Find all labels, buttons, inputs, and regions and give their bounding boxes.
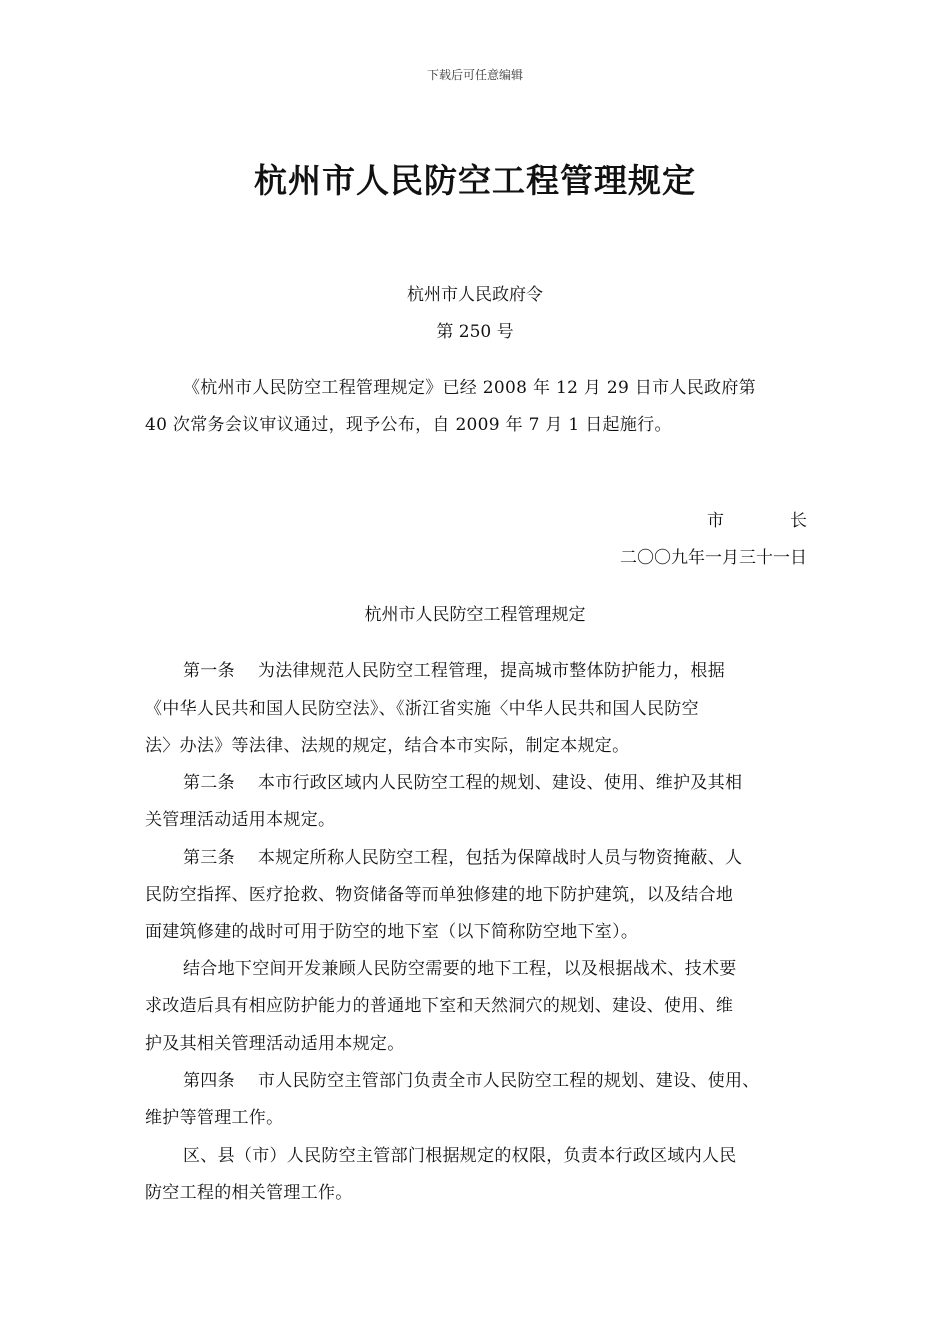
order-number: 第 250 号: [436, 322, 514, 342]
signature-date: 二〇〇九年一月三十一日: [620, 548, 807, 568]
body-line: 区、县（市）人民防空主管部门根据规定的权限，负责本行政区域内人民: [183, 1146, 737, 1166]
preamble-line-2: 40 次常务会议审议通过，现予公布，自 2009 年 7 月 1 日起施行。: [145, 415, 672, 435]
body-line: 结合地下空间开发兼顾人民防空需要的地下工程，以及根据战术、技术要: [183, 959, 737, 979]
order-issuer: 杭州市人民政府令: [407, 285, 543, 305]
body-line: 关管理活动适用本规定。: [145, 810, 336, 830]
mayor-signature: [707, 506, 807, 531]
body-line: 民防空指挥、医疗抢救、物资储备等而单独修建的地下防护建筑，以及结合地: [145, 885, 734, 905]
body-line: 护及其相关管理活动适用本规定。: [145, 1034, 405, 1054]
body-line: 第三条 本规定所称人民防空工程，包括为保障战时人员与物资掩蔽、人: [183, 848, 743, 868]
body-line: 维护等管理工作。: [145, 1108, 284, 1128]
document-title: 杭州市人民防空工程管理规定: [254, 161, 696, 200]
mayor-label-right: 长: [790, 511, 807, 531]
body-line: 防空工程的相关管理工作。: [145, 1183, 353, 1203]
body-line: 第一条 为法律规范人民防空工程管理，提高城市整体防护能力，根据: [183, 661, 726, 681]
body-line: 求改造后具有相应防护能力的普通地下室和天然洞穴的规划、建设、使用、维: [145, 996, 734, 1016]
body-line: 面建筑修建的战时可用于防空的地下室（以下简称防空地下室）。: [145, 922, 639, 942]
regulation-subtitle: 杭州市人民防空工程管理规定: [364, 605, 586, 625]
body-line: 第四条 市人民防空主管部门负责全市人民防空工程的规划、建设、使用、: [183, 1071, 760, 1091]
body-line: 第二条 本市行政区域内人民防空工程的规划、建设、使用、维护及其相: [183, 773, 743, 793]
body-line: 《中华人民共和国人民防空法》、《浙江省实施〈中华人民共和国人民防空: [145, 699, 699, 719]
body-line: 法〉办法》等法律、法规的规定，结合本市实际，制定本规定。: [145, 736, 630, 756]
header-note: 下载后可任意编辑: [426, 68, 523, 82]
mayor-label-left: 市: [707, 511, 724, 531]
preamble-line-1: 《杭州市人民防空工程管理规定》已经 2008 年 12 月 29 日市人民政府第: [183, 378, 756, 398]
